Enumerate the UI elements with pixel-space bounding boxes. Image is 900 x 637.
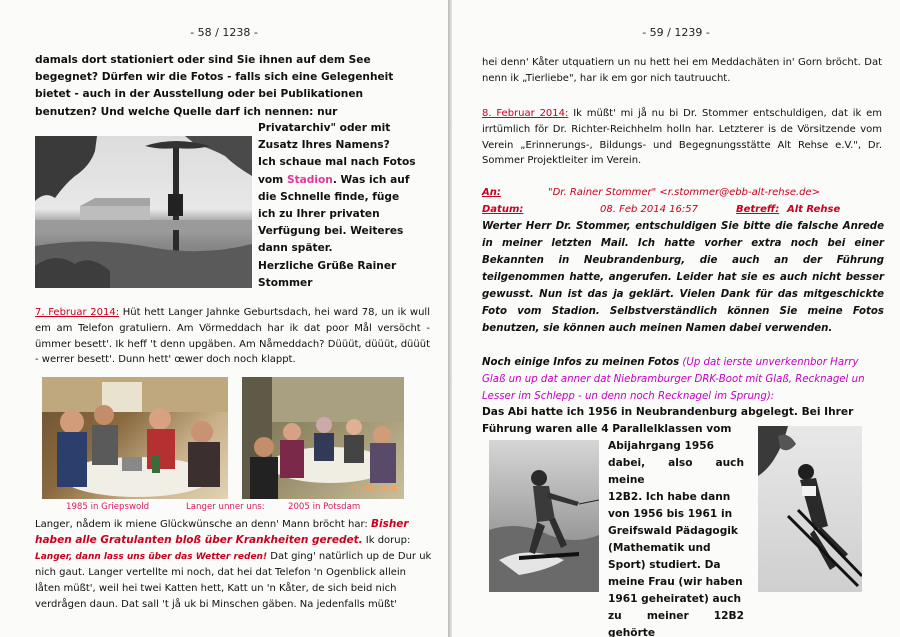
langer-reply: Langer, dann lass uns über das Wetter reden! (35, 551, 268, 562)
column-line: zu meiner 12B2 gehörte (608, 610, 744, 637)
column-line: Greifswald Pädagogik (608, 525, 738, 537)
column-line: Sport) studiert. Da (608, 559, 721, 571)
caption-2005: 2005 in Potsdam (288, 502, 361, 512)
email-to-row (482, 184, 892, 201)
feb7-text: Hüt hett Langer Jahnke Geburtsdach, hei ward 78, un ik wull em am Telefon gratuliern. Am Vörmeddach har ik dat poor Mål versöcht - ümmer besett'. Ik heff 't denn upgäben. Am Nåmeddach? Düüüt, düüüt, düüüt - werrer besett'. Dunn hett' œwer doch noch klappt. (35, 307, 430, 366)
email-subject-value: Alt Rehse (787, 204, 841, 215)
email-subject-label: Betreff: (736, 204, 780, 215)
langer-paragraph (35, 517, 433, 613)
para1-line: damals dort stationiert oder sind Sie ihnen auf dem See (35, 54, 371, 66)
abi-line: Führung waren alle 4 Parallelklassen vom (482, 423, 732, 436)
abi-line: Das Abi hatte ich 1956 in Neubrandenburg abgelegt. Bei Ihrer (482, 406, 854, 418)
infos-lead: Noch einige Infos zu meinen Fotos (482, 357, 680, 368)
reply-line-stadion (258, 172, 438, 189)
para1-line: benutzen? Und welche Quelle darf ich nennen: nur (35, 105, 338, 118)
reply-vom: vom (258, 173, 284, 186)
para1-line: begegnet? Dürfen wir die Fotos - falls sich eine Gelegenheit (35, 71, 394, 84)
party-photo-1985 (42, 377, 228, 499)
langer-text-2: Ik dorup: (362, 534, 411, 546)
email-date-value: 08. Feb 2014 16:57 (600, 204, 698, 215)
email-to-value[interactable]: "Dr. Rainer Stommer" <r.stommer@ebb-alt-rehse.de> (548, 187, 821, 198)
right-top-paragraph: hei denn' Kåter utquatiern un nu hett hei em Meddachäten in' Gorn bröcht. Dat nenn ik „Tierliebe", har ik em gor nich tautruucht. (482, 57, 882, 84)
column-paragraph (608, 438, 744, 637)
party-photo-2005-svg (242, 377, 404, 499)
email-header (482, 184, 892, 218)
reply-line: ich zu Ihrer privaten (258, 208, 380, 221)
reply-line: Herzliche Grüße Rainer (258, 259, 397, 272)
column-line: 12B2. Ich habe dann (608, 491, 731, 503)
right-page (452, 0, 900, 637)
stadion-link[interactable]: Stadion (286, 173, 333, 186)
para1 (35, 52, 430, 121)
reply-line: dann später. (258, 242, 333, 255)
email-date-label: Datum: (482, 204, 524, 215)
caption-1985: 1985 in Griepswold (66, 502, 150, 512)
left-page-number: - 58 / 1238 - (190, 26, 258, 39)
reply-line: Ich schaue mal nach Fotos (258, 156, 416, 169)
feb8-text: Ik müßt' mi jå nu bi Dr. Stommer entschuldigen, dat ik em irrtümlich för Dr. Richter-Reichhelm holln har. Letzterer is de Vörsitzende vom Verein „Erinnerungs-, Bildungs- und Begegnungsstätte Alt Rehse e.V.", Dr. Sommer Projektleiter im Verein. (482, 108, 882, 167)
party-photo-2005 (242, 377, 404, 499)
photo-date-stamp: 21/05/2005 (349, 485, 398, 494)
skijump-photo (758, 426, 862, 592)
column-line: Abijahrgang 1956 (608, 440, 714, 452)
email-date-row (482, 201, 892, 218)
skijump-photo-svg (758, 426, 862, 592)
stadium-photo-svg (35, 136, 252, 288)
feb8-paragraph (482, 106, 882, 169)
reply-line: Verfügung bei. Weiteres (258, 225, 404, 238)
waterski-photo-svg (489, 440, 599, 592)
infos-note: (Up dat ierste unverkennbor Harry Glaß un up dat anner dat Niebramburger DRK-Boot mit Glaß, Recknagel un Lesser im Schlepp - un denn noch Recknagel im Sprung): (482, 357, 865, 402)
reply-after-stadion: . Was ich auf (332, 173, 410, 186)
para1-line: bietet - auch in der Ausstellung oder bei Publikationen (35, 88, 364, 101)
langer-text-3: Dat ging' natürlich up de Dur uk nich gaut. Langer vertellte mi noch, dat hei dat Telefon 'n Ogenblick allein låten müßt', weil hei twei Katten hett, Katt un 'n Kåter, de sich beid nich verdrågen daun. Dat sall 't jå uk bi Minschen gäben. Na jedenfalls müßt' (35, 550, 432, 610)
email-to-label: An: (482, 187, 501, 198)
langer-quote: Bisher haben alle Gratulanten bloß über Krankheiten geredet. (35, 518, 409, 546)
reply-line: die Schnelle finde, füge (258, 190, 400, 203)
feb7-paragraph (35, 305, 430, 368)
infos-paragraph (482, 354, 884, 405)
feb7-date: 7. Februar 2014: (35, 307, 120, 318)
letter-body: Werter Herr Dr. Stommer, entschuldigen Sie bitte die falsche Anrede in meiner letzten Mail. Ich hatte vorher extra noch bei einer Bekannten in Neubrandenburg, die auch an der Führung teilgenommen hatte, angerufen. Leider hat sie es auch nicht besser gewusst. Nun ist das ja geklärt. Vielen Dank für das mitgeschickte Foto vom Stadion. Selbstverständlich können Sie meine Fotos benutzen, sie können auch meinen Namen dabei verwenden. (482, 221, 884, 334)
stadium-photo (35, 136, 252, 288)
column-line: (Mathematik und (608, 542, 711, 554)
column-line: 1961 geheiratet) auch (608, 593, 742, 605)
reply-line: Privatarchiv" oder mit (258, 122, 391, 134)
caption-langer: Langer unner uns: (186, 502, 265, 512)
langer-text-1: Langer, nådem ik miene Glückwünsche an denn' Mann bröcht har: (35, 519, 371, 530)
waterski-photo (489, 440, 599, 592)
left-page (0, 0, 448, 637)
party-photo-1985-svg (42, 377, 228, 499)
right-page-number: - 59 / 1239 - (642, 26, 710, 39)
reply-line: Stommer (258, 276, 313, 289)
column-line: von 1956 bis 1961 in (608, 508, 733, 520)
column-line: meine Frau (wir haben (608, 576, 743, 588)
feb8-date: 8. Februar 2014: (482, 108, 569, 119)
reply-text (258, 120, 438, 292)
reply-line: Zusatz Ihres Namens? (258, 139, 390, 152)
column-line: dabei, also auch meine (608, 457, 744, 486)
